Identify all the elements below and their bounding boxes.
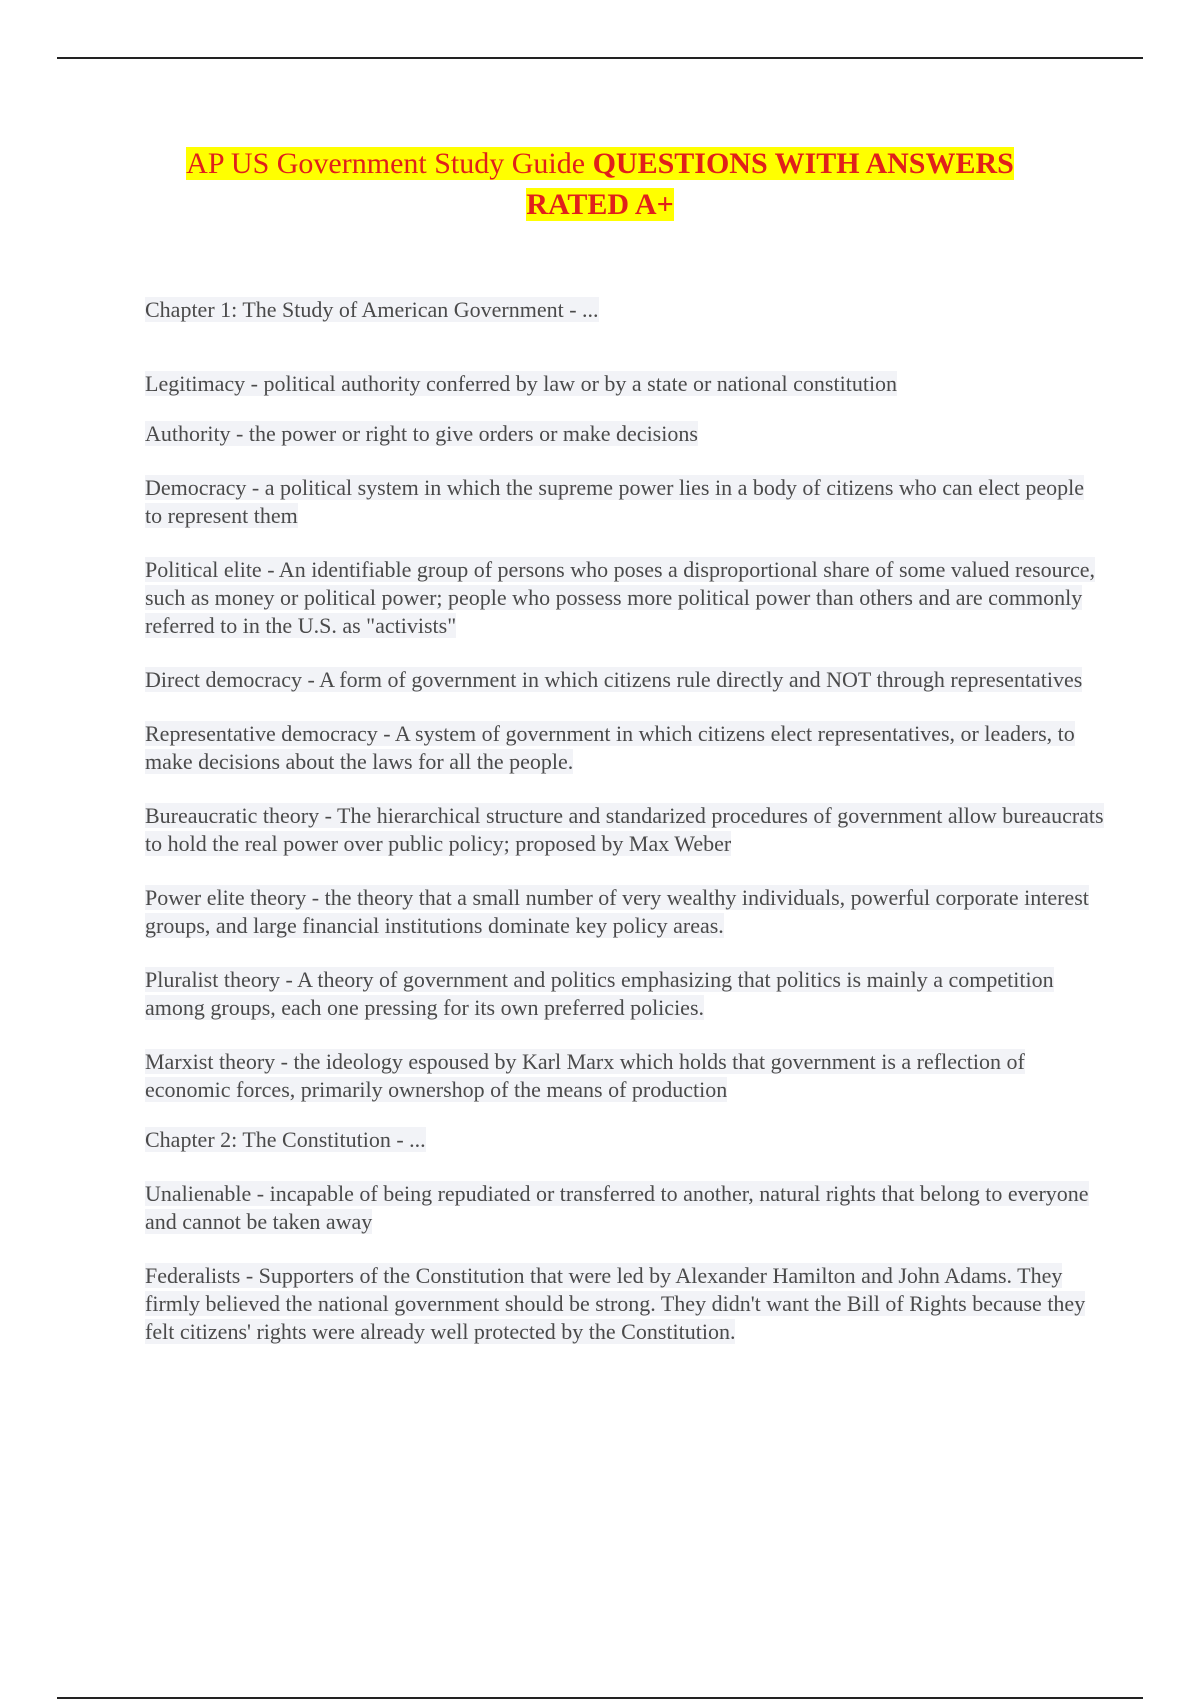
bottom-divider bbox=[57, 1697, 1143, 1699]
term-federalists: Federalists - Supporters of the Constitution that were led by Alexander Hamilton and John Adams. They firmly believed the national government should be strong. They didn't want the Bill of Rights because they felt citizens' rights were already well protected by the Constitution. bbox=[145, 1263, 1086, 1344]
term-political-elite: Political elite - An identifiable group of persons who poses a disproportional share of some valued resource, such as money or political power; people who possess more political power than others and are commonly referred to in the U.S. as "activists" bbox=[145, 557, 1096, 638]
title-text-regular: AP US Government Study Guide bbox=[186, 147, 593, 180]
term-unalienable: Unalienable - incapable of being repudiated or transferred to another, natural rights that belong to everyone and cannot be taken away bbox=[145, 1181, 1089, 1234]
title-text-rating: RATED A+ bbox=[526, 188, 674, 221]
term-power-elite-theory: Power elite theory - the theory that a small number of very wealthy individuals, powerful corporate interest groups, and large financial institutions dominate key policy areas. bbox=[145, 885, 1089, 938]
document-title bbox=[100, 143, 1100, 225]
top-divider bbox=[57, 57, 1143, 59]
term-authority: Authority - the power or right to give orders or make decisions bbox=[145, 421, 698, 446]
term-direct-democracy: Direct democracy - A form of government in which citizens rule directly and NOT through representatives bbox=[145, 667, 1083, 692]
document-body bbox=[145, 296, 1105, 1372]
term-democracy: Democracy - a political system in which the supreme power lies in a body of citizens who can elect people to represent them bbox=[145, 475, 1084, 528]
term-representative-democracy: Representative democracy - A system of government in which citizens elect representatives, or leaders, to make decisions about the laws for all the people. bbox=[145, 721, 1075, 774]
term-pluralist-theory: Pluralist theory - A theory of government and politics emphasizing that politics is mainly a competition among groups, each one pressing for its own preferred policies. bbox=[145, 967, 1054, 1020]
term-legitimacy: Legitimacy - political authority conferred by law or by a state or national constitution bbox=[145, 371, 898, 396]
term-bureaucratic-theory: Bureaucratic theory - The hierarchical structure and standarized procedures of government allow bureaucrats to hold the real power over public policy; proposed by Max Weber bbox=[145, 803, 1104, 856]
term-marxist-theory: Marxist theory - the ideology espoused by Karl Marx which holds that government is a reflection of economic forces, primarily ownershop of the means of production bbox=[145, 1049, 1025, 1102]
chapter-heading: Chapter 1: The Study of American Government - ... bbox=[145, 297, 599, 322]
chapter-heading: Chapter 2: The Constitution - ... bbox=[145, 1127, 426, 1152]
title-text-bold: QUESTIONS WITH ANSWERS bbox=[592, 147, 1014, 180]
